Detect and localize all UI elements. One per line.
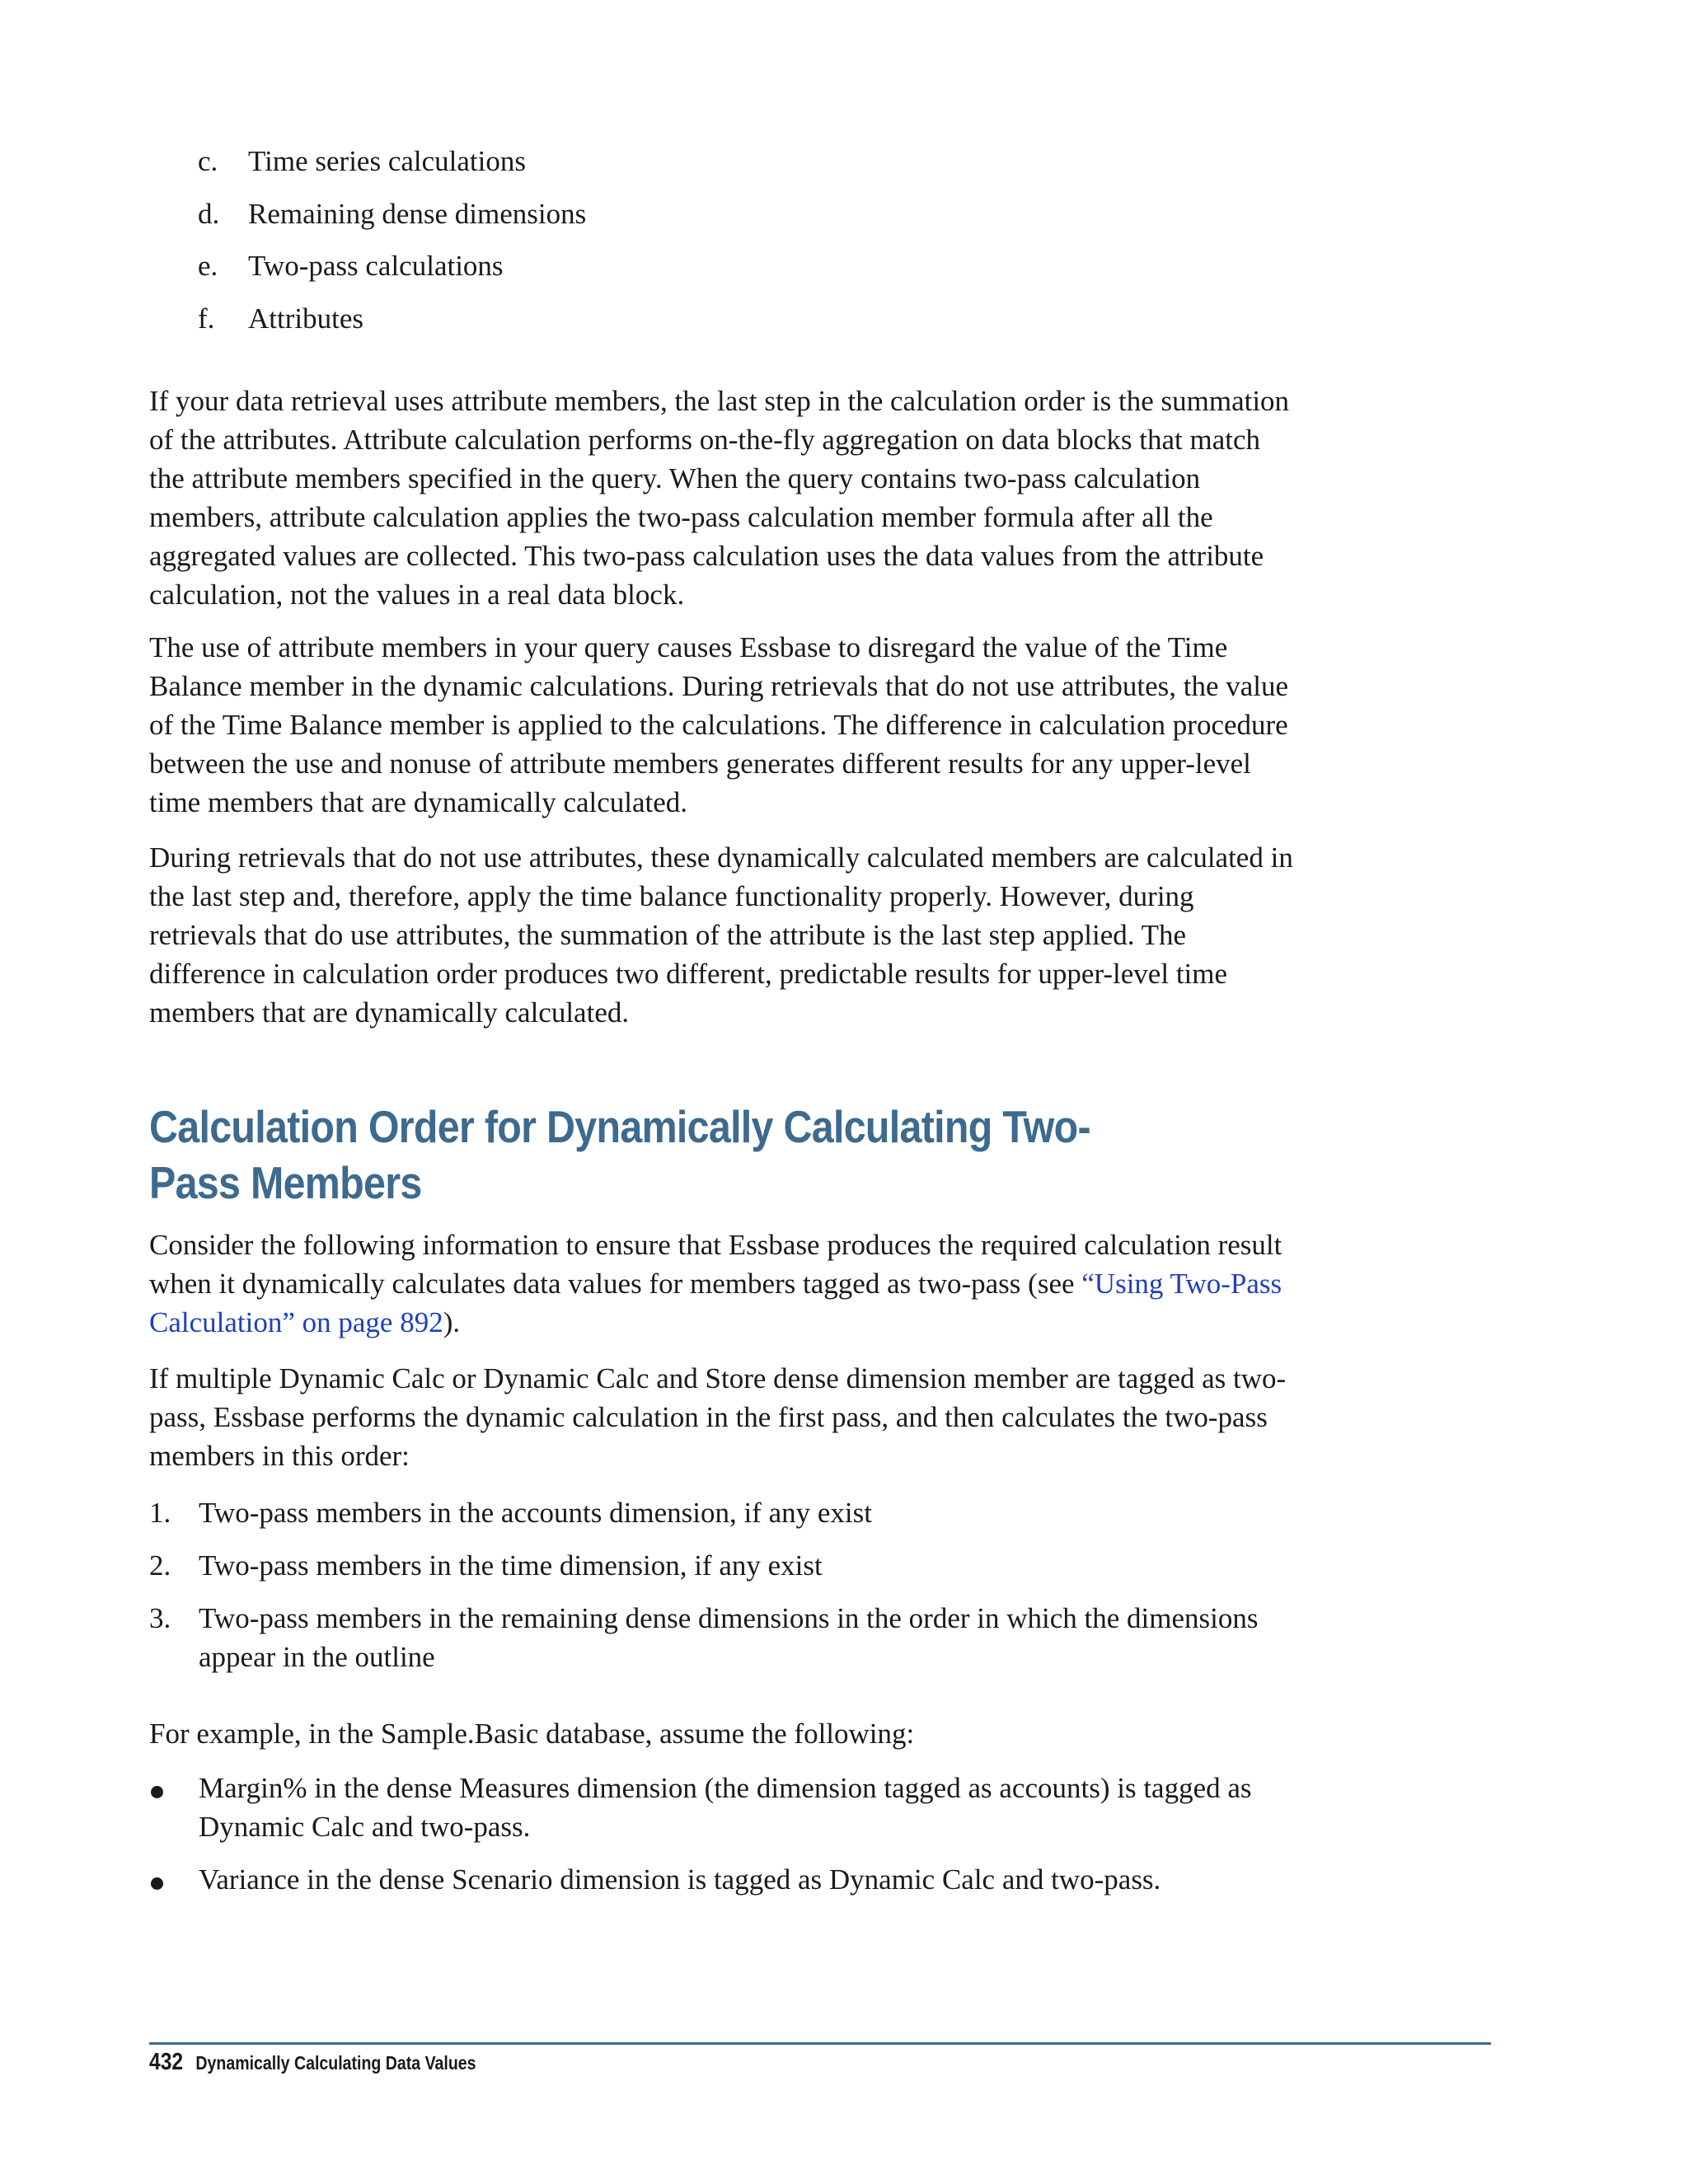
list-marker: 1.	[149, 1497, 171, 1529]
list-item-text: Two-pass members in the accounts dimension, if any exist	[199, 1497, 872, 1529]
list-marker: e.	[198, 250, 218, 282]
paragraph-intro	[149, 1226, 1300, 1342]
list-marker: c.	[198, 145, 218, 177]
bullet-icon	[151, 1786, 163, 1798]
numbered-list	[149, 1493, 1300, 1690]
footer-divider	[149, 2042, 1491, 2045]
list-marker: 2.	[149, 1549, 171, 1582]
list-item	[149, 1599, 1300, 1676]
paragraph-calculation-order: During retrievals that do not use attributes, these dynamically calculated members are calculated in the last step and, therefore, apply the time balance functionality properly. However, during retrievals that do use attributes, the summation of the attribute is the last step applied. The difference in calculation order produces two different, predictable results for upper-level time members that are dynamically calculated.	[149, 841, 1293, 1029]
bullet-icon	[151, 1877, 163, 1890]
list-marker: f.	[198, 302, 215, 335]
list-item	[149, 1769, 1300, 1846]
section-heading: Calculation Order for Dynamically Calculating Two-Pass Members	[149, 1101, 1090, 1208]
footer-title: Dynamically Calculating Data Values	[195, 2052, 476, 2074]
list-item-text: Time series calculations	[248, 145, 526, 177]
paragraph-example: For example, in the Sample.Basic database, assume the following:	[149, 1718, 915, 1750]
cross-reference-link[interactable]: “Using Two-Pass Calculation” on page 892	[149, 1268, 1282, 1338]
list-item	[149, 1860, 1300, 1899]
list-item-text: Variance in the dense Scenario dimension is tagged as Dynamic Calc and two-pass.	[199, 1863, 1161, 1896]
page-footer	[149, 2049, 476, 2076]
paragraph-time-balance: The use of attribute members in your query causes Essbase to disregard the value of the Time Balance member in the dynamic calculations. During retrievals that do not use attributes, the value of the Time Balance member is applied to the calculations. The difference in calculation procedure between the use and nonuse of attribute members generates different results for any upper-level time members that are dynamically calculated.	[149, 631, 1289, 818]
page-number: 432	[149, 2049, 184, 2075]
list-item	[149, 1546, 1300, 1585]
list-item-text: Remaining dense dimensions	[248, 197, 587, 230]
list-marker: d.	[198, 197, 220, 230]
list-item-text: Two-pass members in the time dimension, if any exist	[199, 1549, 823, 1582]
list-marker: 3.	[149, 1602, 171, 1634]
paragraph-attribute-summation: If your data retrieval uses attribute members, the last step in the calculation order is the summation of the attributes. Attribute calculation performs on-the-fly aggregation on data blocks that match the attribute members specified in the query. When the query contains two-pass calculation members, attribute calculation applies the two-pass calculation member formula after all the aggregated values are collected. This two-pass calculation uses the data values from the attribute calculation, not the values in a real data block.	[149, 385, 1290, 611]
list-item-text: Two-pass calculations	[248, 250, 504, 282]
paragraph-multiple-members: If multiple Dynamic Calc or Dynamic Calc and Store dense dimension member are tagged as two-pass, Essbase performs the dynamic calculation in the first pass, and then calculates the two-pass members in this order:	[149, 1362, 1287, 1472]
intro-text-end: ).	[443, 1306, 461, 1338]
list-item-text: Attributes	[248, 302, 363, 335]
intro-text: Consider the following information to ensure that Essbase produces the required calculation result when it dynamically calculates data values for members tagged as two-pass (see	[149, 1229, 1282, 1300]
list-item	[149, 1493, 1300, 1532]
list-item-text: Margin% in the dense Measures dimension (the dimension tagged as accounts) is tagged as Dynamic Calc and two-pass.	[199, 1772, 1252, 1843]
list-item-text: Two-pass members in the remaining dense dimensions in the order in which the dimensions appear in the outline	[199, 1602, 1259, 1673]
bullet-list	[149, 1769, 1300, 1913]
